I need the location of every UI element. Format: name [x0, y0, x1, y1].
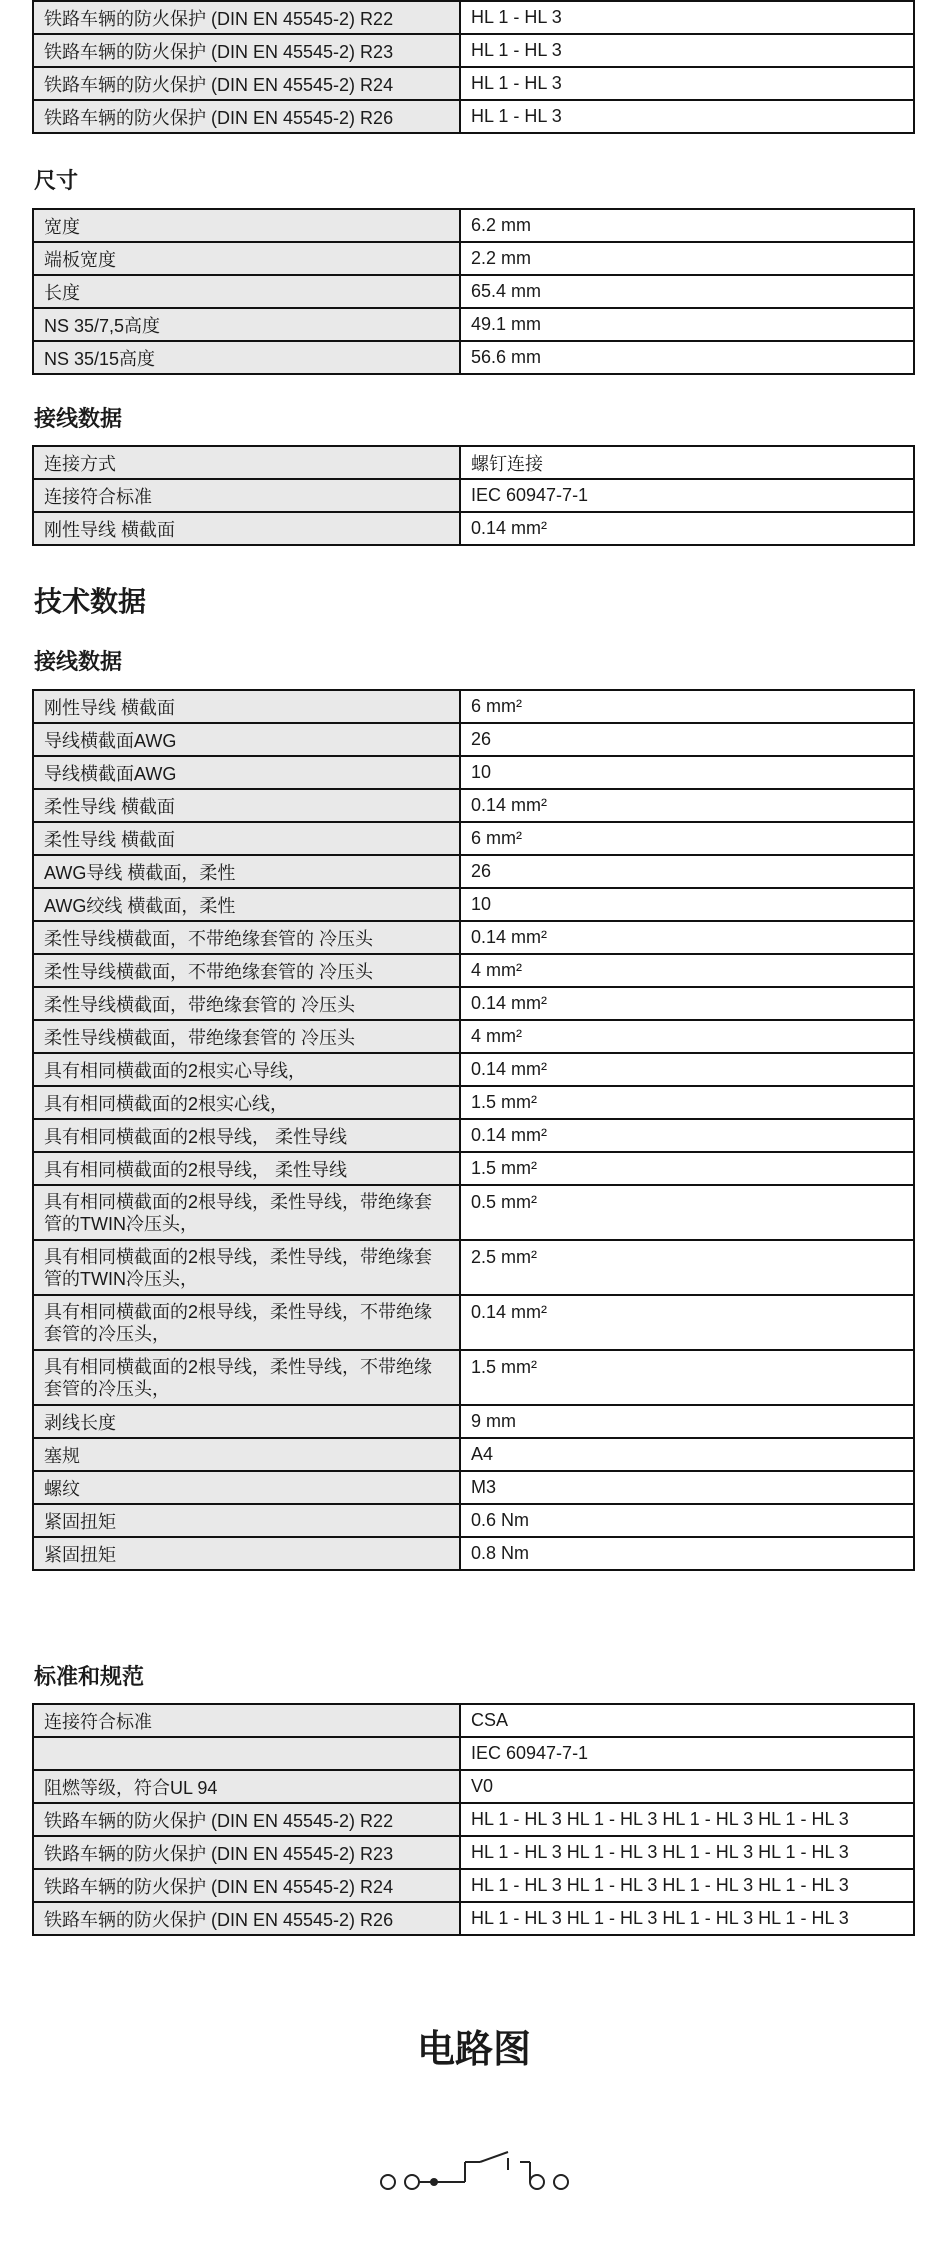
- spec-row: [33, 1185, 914, 1240]
- wiring-heading-2: 接线数据: [34, 649, 123, 674]
- spec-row: [33, 242, 914, 275]
- spec-row: [33, 1295, 914, 1350]
- spec-value: 0.14 mm²: [460, 1053, 914, 1086]
- spec-row: [33, 954, 914, 987]
- spec-label: AWG导线 横截面，柔性: [33, 855, 460, 888]
- spec-label: 柔性导线 横截面: [33, 822, 460, 855]
- wiring-table-2: [32, 689, 915, 1571]
- spec-value: HL 1 - HL 3 HL 1 - HL 3 HL 1 - HL 3 HL 1 - HL 3: [460, 1836, 914, 1869]
- spec-row: [33, 1704, 914, 1737]
- spec-label: 铁路车辆的防火保护 (DIN EN 45545-2) R26: [33, 1902, 460, 1935]
- spec-label: 具有相同横截面的2根实心线，: [33, 1086, 460, 1119]
- spec-row: [33, 1086, 914, 1119]
- wiring-table-1: [32, 445, 915, 546]
- spec-row: [33, 341, 914, 374]
- spec-row: [33, 888, 914, 921]
- spec-value: HL 1 - HL 3 HL 1 - HL 3 HL 1 - HL 3 HL 1 - HL 3: [460, 1869, 914, 1902]
- spec-value: HL 1 - HL 3: [460, 1, 914, 34]
- spec-value: 2.5 mm²: [460, 1240, 914, 1295]
- spec-label: 柔性导线横截面，带绝缘套管的 冷压头: [33, 987, 460, 1020]
- spec-value: 4 mm²: [460, 1020, 914, 1053]
- spec-label: 导线横截面AWG: [33, 723, 460, 756]
- spec-label: 铁路车辆的防火保护 (DIN EN 45545-2) R24: [33, 67, 460, 100]
- spec-value: 0.14 mm²: [460, 987, 914, 1020]
- spec-row: [33, 100, 914, 133]
- spec-label: 刚性导线 横截面: [33, 690, 460, 723]
- spec-value: 1.5 mm²: [460, 1086, 914, 1119]
- spec-label: 具有相同横截面的2根导线，柔性导线，不带绝缘套管的冷压头，: [33, 1350, 460, 1405]
- spec-label: 连接符合标准: [33, 1704, 460, 1737]
- spec-label: 宽度: [33, 209, 460, 242]
- spec-row: [33, 756, 914, 789]
- spec-value: IEC 60947-7-1: [460, 479, 914, 512]
- spec-label: 端板宽度: [33, 242, 460, 275]
- spec-row: [33, 34, 914, 67]
- spec-row: [33, 446, 914, 479]
- spec-label: NS 35/7,5高度: [33, 308, 460, 341]
- spec-value: 0.14 mm²: [460, 512, 914, 545]
- spec-row: [33, 1471, 914, 1504]
- spec-row: [33, 987, 914, 1020]
- spec-value: 螺钉连接: [460, 446, 914, 479]
- spec-label: 阻燃等级，符合UL 94: [33, 1770, 460, 1803]
- spec-row: [33, 855, 914, 888]
- spec-value: 0.14 mm²: [460, 921, 914, 954]
- spec-label: 刚性导线 横截面: [33, 512, 460, 545]
- spec-label: 连接符合标准: [33, 479, 460, 512]
- spec-value: HL 1 - HL 3 HL 1 - HL 3 HL 1 - HL 3 HL 1 - HL 3: [460, 1902, 914, 1935]
- technical-data-section: [34, 588, 146, 616]
- spec-label: 具有相同横截面的2根导线， 柔性导线: [33, 1152, 460, 1185]
- spec-label: 连接方式: [33, 446, 460, 479]
- spec-label: 具有相同横截面的2根实心导线，: [33, 1053, 460, 1086]
- spec-label: 柔性导线横截面，不带绝缘套管的 冷压头: [33, 954, 460, 987]
- spec-row: [33, 308, 914, 341]
- fire-protection-table-top: [32, 0, 915, 134]
- spec-value: 56.6 mm: [460, 341, 914, 374]
- spec-value: 1.5 mm²: [460, 1152, 914, 1185]
- spec-label: 铁路车辆的防火保护 (DIN EN 45545-2) R26: [33, 100, 460, 133]
- spec-value: 0.14 mm²: [460, 1119, 914, 1152]
- spec-value: 6 mm²: [460, 690, 914, 723]
- spec-row: [33, 822, 914, 855]
- spec-value: 49.1 mm: [460, 308, 914, 341]
- dimensions-heading: 尺寸: [34, 168, 79, 193]
- spec-label: 铁路车辆的防火保护 (DIN EN 45545-2) R22: [33, 1, 460, 34]
- wiring-section-1: [34, 408, 122, 430]
- spec-row: [33, 1152, 914, 1185]
- spec-row: [33, 1537, 914, 1570]
- spec-row: [33, 1020, 914, 1053]
- spec-value: 4 mm²: [460, 954, 914, 987]
- spec-row: [33, 1053, 914, 1086]
- spec-value: 26: [460, 723, 914, 756]
- spec-label: 剥线长度: [33, 1405, 460, 1438]
- dimensions-table: [32, 208, 915, 375]
- spec-row: [33, 1405, 914, 1438]
- spec-row: [33, 479, 914, 512]
- spec-row: [33, 512, 914, 545]
- spec-row: [33, 67, 914, 100]
- spec-row: [33, 1902, 914, 1935]
- spec-label: 柔性导线 横截面: [33, 789, 460, 822]
- spec-label: 塞规: [33, 1438, 460, 1471]
- spec-row: [33, 1119, 914, 1152]
- circuit-diagram-title: 电路图: [416, 2029, 531, 2071]
- spec-row: [33, 1803, 914, 1836]
- spec-label: 铁路车辆的防火保护 (DIN EN 45545-2) R23: [33, 34, 460, 67]
- spec-label: 紧固扭矩: [33, 1504, 460, 1537]
- spec-label: 具有相同横截面的2根导线，柔性导线，不带绝缘套管的冷压头，: [33, 1295, 460, 1350]
- spec-label: 具有相同横截面的2根导线， 柔性导线: [33, 1119, 460, 1152]
- spec-value: 0.5 mm²: [460, 1185, 914, 1240]
- spec-label: 具有相同横截面的2根导线，柔性导线，带绝缘套管的TWIN冷压头，: [33, 1240, 460, 1295]
- spec-label: AWG绞线 横截面，柔性: [33, 888, 460, 921]
- circuit-diagram-icon: [370, 2140, 580, 2220]
- spec-value: 65.4 mm: [460, 275, 914, 308]
- spec-label: 铁路车辆的防火保护 (DIN EN 45545-2) R22: [33, 1803, 460, 1836]
- standards-section: [34, 1666, 144, 1688]
- standards-table: [32, 1703, 915, 1936]
- spec-row: [33, 1836, 914, 1869]
- dimensions-section: [34, 170, 78, 192]
- spec-value: 0.14 mm²: [460, 1295, 914, 1350]
- spec-row: [33, 275, 914, 308]
- spec-value: 6.2 mm: [460, 209, 914, 242]
- standards-heading: 标准和规范: [34, 1664, 145, 1689]
- spec-label: 导线横截面AWG: [33, 756, 460, 789]
- spec-value: 6 mm²: [460, 822, 914, 855]
- spec-label: [33, 1737, 460, 1770]
- spec-row: [33, 921, 914, 954]
- spec-value: 0.14 mm²: [460, 789, 914, 822]
- spec-row: [33, 1504, 914, 1537]
- spec-row: [33, 789, 914, 822]
- spec-label: 铁路车辆的防火保护 (DIN EN 45545-2) R24: [33, 1869, 460, 1902]
- spec-row: [33, 1770, 914, 1803]
- spec-value: HL 1 - HL 3: [460, 67, 914, 100]
- spec-row: [33, 1869, 914, 1902]
- technical-data-heading: 技术数据: [34, 586, 147, 617]
- spec-row: [33, 1, 914, 34]
- spec-row: [33, 1350, 914, 1405]
- spec-label: 紧固扭矩: [33, 1537, 460, 1570]
- spec-value: V0: [460, 1770, 914, 1803]
- spec-value: 1.5 mm²: [460, 1350, 914, 1405]
- wiring-heading-1: 接线数据: [34, 406, 123, 431]
- spec-value: HL 1 - HL 3: [460, 34, 914, 67]
- spec-row: [33, 1240, 914, 1295]
- spec-label: NS 35/15高度: [33, 341, 460, 374]
- spec-value: 10: [460, 756, 914, 789]
- spec-value: HL 1 - HL 3: [460, 100, 914, 133]
- spec-value: 0.6 Nm: [460, 1504, 914, 1537]
- spec-value: A4: [460, 1438, 914, 1471]
- spec-label: 长度: [33, 275, 460, 308]
- spec-label: 螺纹: [33, 1471, 460, 1504]
- wiring-section-2: [34, 651, 122, 673]
- spec-value: 10: [460, 888, 914, 921]
- spec-row: [33, 1438, 914, 1471]
- spec-label: 柔性导线横截面，不带绝缘套管的 冷压头: [33, 921, 460, 954]
- spec-value: CSA: [460, 1704, 914, 1737]
- spec-label: 具有相同横截面的2根导线，柔性导线，带绝缘套管的TWIN冷压头，: [33, 1185, 460, 1240]
- spec-row: [33, 1737, 914, 1770]
- spec-value: 26: [460, 855, 914, 888]
- spec-row: [33, 723, 914, 756]
- spec-value: 0.8 Nm: [460, 1537, 914, 1570]
- spec-value: M3: [460, 1471, 914, 1504]
- spec-value: 9 mm: [460, 1405, 914, 1438]
- spec-value: IEC 60947-7-1: [460, 1737, 914, 1770]
- spec-row: [33, 209, 914, 242]
- spec-label: 柔性导线横截面，带绝缘套管的 冷压头: [33, 1020, 460, 1053]
- spec-row: [33, 690, 914, 723]
- spec-label: 铁路车辆的防火保护 (DIN EN 45545-2) R23: [33, 1836, 460, 1869]
- spec-value: 2.2 mm: [460, 242, 914, 275]
- spec-value: HL 1 - HL 3 HL 1 - HL 3 HL 1 - HL 3 HL 1 - HL 3: [460, 1803, 914, 1836]
